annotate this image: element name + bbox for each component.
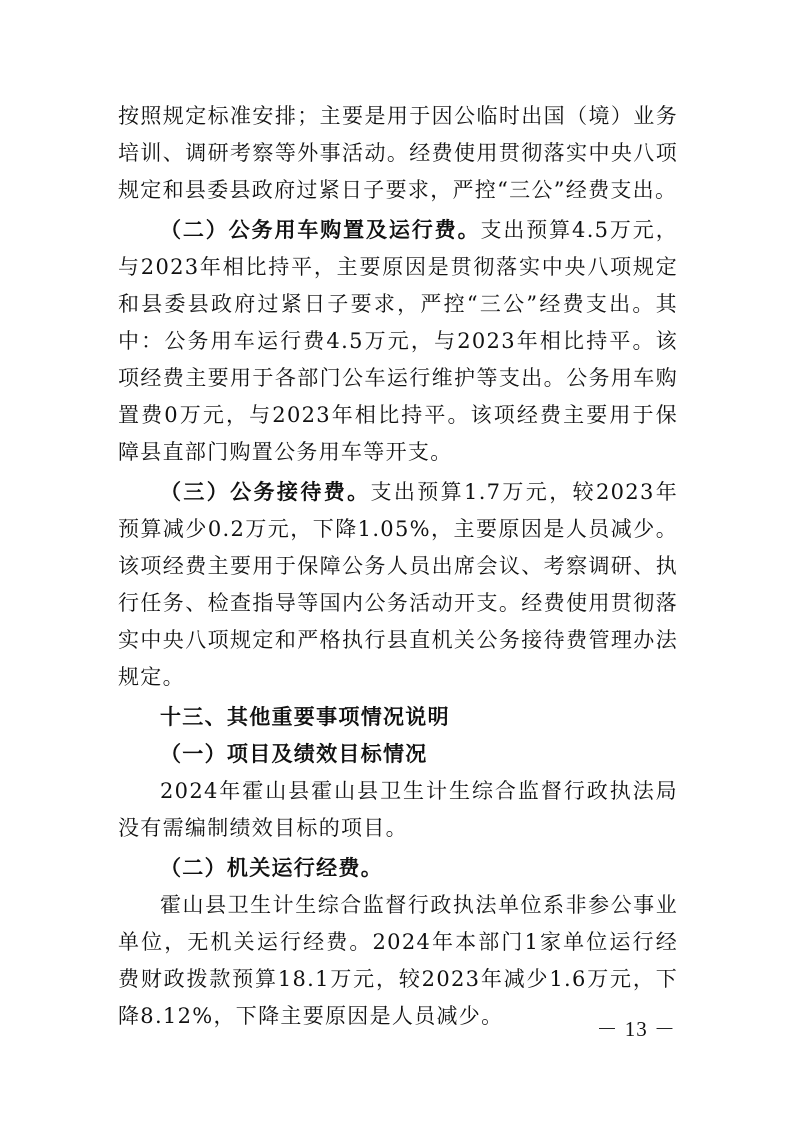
paragraph-vehicle-expenses	[118, 212, 678, 471]
section-heading-other-matters: 十三、其他重要事项情况说明	[160, 705, 450, 729]
subsection-heading-performance-goals: （一）项目及绩效目标情况	[160, 742, 428, 766]
paragraph-reception-expenses-body: 支出预算1.7万元，较2023年预算减少0.2万元，下降1.05%，主要原因是人员减少。该项经费主要用于保障公务人员出席会议、考察调研、执行任务、检查指导等国内公务活动开支。经费使用贯彻落实中央八项规定和严格执行县直机关公务接待费管理办法规定。	[118, 480, 678, 689]
paragraph-foreign-affairs-continued: 按照规定标准安排；主要是用于因公临时出国（境）业务培训、调研考察等外事活动。经费使用贯彻落实中央八项规定和县委县政府过紧日子要求，严控“三公”经费支出。	[118, 104, 678, 202]
document-page	[118, 98, 678, 1035]
page-number: － 13 －	[596, 1017, 676, 1041]
paragraph-reception-expenses-lead: （三）公务接待费。	[160, 480, 371, 504]
paragraph-reception-expenses	[118, 474, 678, 696]
paragraph-operating-costs: 霍山县卫生计生综合监督行政执法单位系非参公事业单位，无机关运行经费。2024年本部门1家单位运行经费财政拨款预算18.1万元，较2023年减少1.6万元，下降8.12%，下降主要原因是人员减少。	[118, 893, 678, 1028]
paragraph-vehicle-expenses-lead: （二）公务用车购置及运行费。	[160, 218, 481, 242]
paragraph-vehicle-expenses-body: 支出预算4.5万元，与2023年相比持平，主要原因是贯彻落实中央八项规定和县委县政府过紧日子要求，严控“三公”经费支出。其中：公务用车运行费4.5万元，与2023年相比持平。该项经费主要用于各部门公车运行维护等支出。公务用车购置费0万元，与2023年相比持平。该项经费主要用于保障县直部门购置公务用车等开支。	[118, 218, 678, 464]
paragraph-performance-goals: 2024年霍山县霍山县卫生计生综合监督行政执法局没有需编制绩效目标的项目。	[118, 779, 678, 840]
subsection-heading-operating-costs: （二）机关运行经费。	[160, 856, 383, 880]
